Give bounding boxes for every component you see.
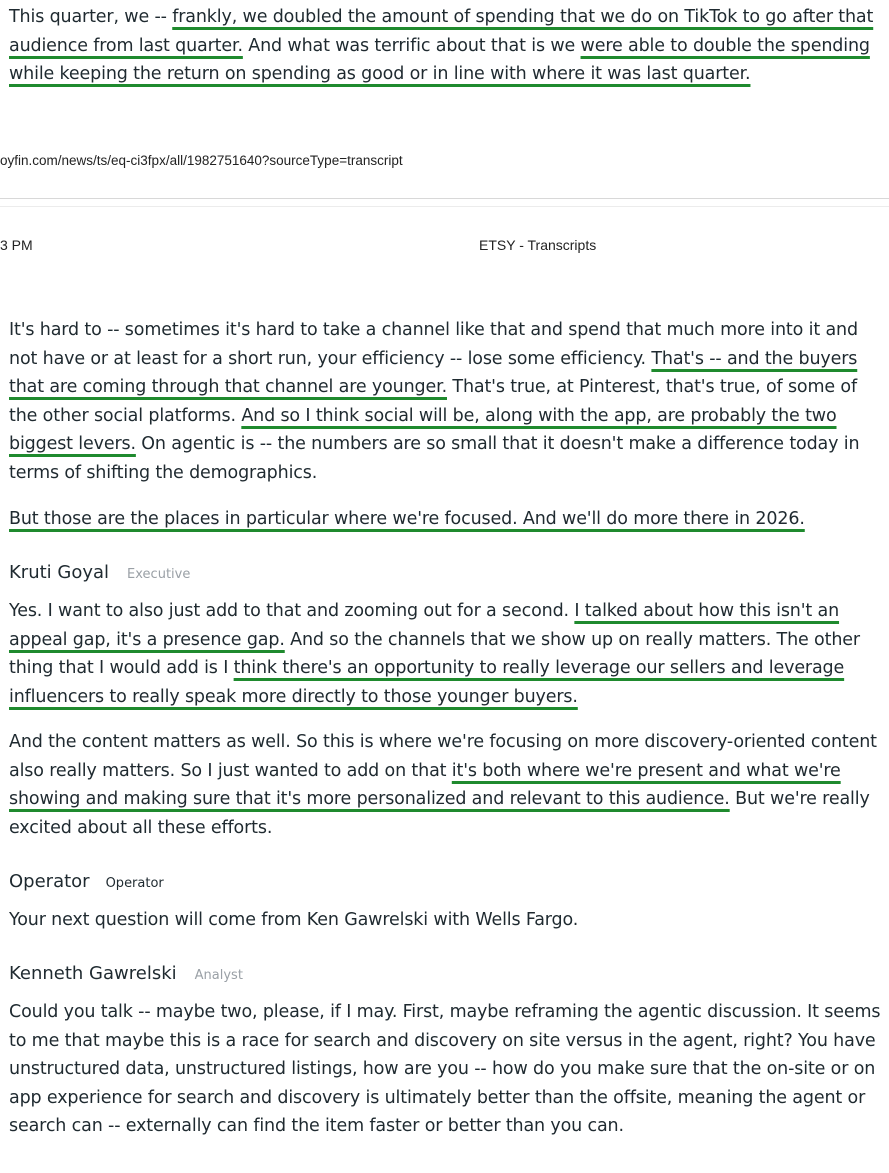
speaker-name: Operator — [9, 871, 90, 892]
text-segment: On agentic is -- the numbers are so small that it doesn't make a difference today in terms of shifting the demographics. — [9, 434, 860, 483]
text-segment: Your next question will come from Ken Gawrelski with Wells Fargo. — [9, 910, 579, 930]
page-url: oyfin.com/news/ts/eq-ci3fpx/all/1982751640?sourceType=transcript — [0, 153, 403, 168]
transcript-paragraph — [9, 728, 881, 842]
highlighted-text: That's -- and the buyers that are coming through that channel are younger. — [9, 348, 858, 398]
text-segment: And what was terrific about that is we — [242, 35, 581, 56]
transcript-paragraph-header — [9, 3, 881, 89]
transcript-paragraph — [9, 505, 881, 534]
speaker-name: Kruti Goyal — [9, 562, 110, 583]
transcript-paragraph — [9, 597, 881, 711]
text-segment: And the content matters as well. So this is where we're focusing on more discovery-oriented content also really matters. So I just wanted to add on that — [9, 732, 877, 781]
text-segment: Could you talk -- maybe two, please, if I may. First, maybe reframing the agentic discussion. It seems to me that maybe this is a race for search and discovery on site versus in the agent, right? You have unstructured data, unstructured listings, how are you -- how do you make sure that the on-site or on app experience for search and discovery is ultimately better than the offsite, meaning the agent or search can -- externally can find the item faster or better than you can. — [9, 1002, 881, 1137]
print-time: 3 PM — [0, 237, 33, 253]
speaker-role: Analyst — [194, 968, 243, 983]
page-break-divider-secondary — [0, 206, 889, 207]
highlighted-text: think there's an opportunity to really leverage our sellers and leverage influencers to really speak more directly to those younger buyers. — [9, 658, 845, 707]
speaker-header — [9, 963, 243, 984]
text-segment: That's true, at Pinterest, that's true, of some of the other social platforms. — [9, 377, 857, 426]
transcript-paragraph — [9, 316, 881, 488]
text-segment: Yes. I want to also just add to that and zooming out for a second. — [9, 601, 575, 621]
highlighted-text: it's both where we're present and what we're showing and making sure that it's more personalized and relevant to this audience. — [9, 760, 841, 810]
highlighted-text: were able to double the spending while keeping the return on spending as good or in line with where it was last quarter. — [9, 35, 870, 85]
text-segment: This quarter, we -- — [9, 7, 173, 27]
transcript-paragraph — [9, 906, 881, 935]
transcript-paragraph — [9, 998, 881, 1141]
highlighted-text: I talked about how this isn't an appeal gap, it's a presence gap. — [9, 601, 840, 650]
page-break-divider — [0, 198, 889, 199]
speaker-header — [9, 871, 164, 892]
speaker-role: Executive — [127, 567, 191, 582]
highlighted-text: And so I think social will be, along with the app, are probably the two biggest levers. — [9, 405, 837, 455]
text-segment: But we're really excited about all these efforts. — [9, 789, 870, 838]
text-segment: And so the channels that we show up on really matters. The other thing that I would add is I — [9, 629, 860, 679]
speaker-name: Kenneth Gawrelski — [9, 963, 177, 984]
highlighted-text: But those are the places in particular where we're focused. And we'll do more there in 2026. — [9, 509, 805, 529]
highlighted-text: frankly, we doubled the amount of spending that we do on TikTok to go after that audience from last quarter. — [9, 7, 874, 56]
speaker-role: Operator — [105, 876, 164, 891]
speaker-header — [9, 562, 190, 583]
text-segment: It's hard to -- sometimes it's hard to take a channel like that and spend that much more into it and not have or at least for a short run, your efficiency -- lose some efficiency. — [9, 320, 858, 369]
print-title: ETSY - Transcripts — [479, 237, 597, 253]
